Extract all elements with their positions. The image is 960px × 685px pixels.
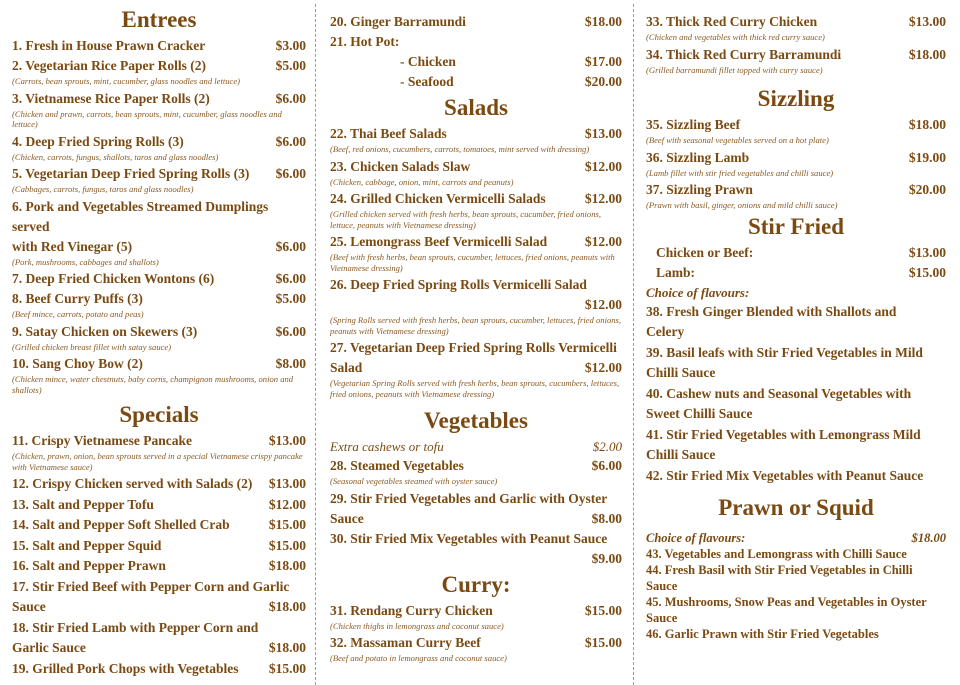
item-price: $18.00: [584, 14, 622, 29]
menu-item: [12, 577, 306, 618]
item-name: 29. Stir Fried Vegetables and Garlic with Oyster: [330, 490, 608, 506]
item-price: $6.00: [275, 323, 306, 339]
item-description: (Carrots, bean sprouts, mint, cucumber, glass noodles and lettuce): [12, 76, 241, 86]
extra-label: Extra cashews or tofu: [330, 439, 444, 454]
item-price: $12.00: [584, 158, 622, 174]
menu-item: [330, 124, 622, 155]
item-name: 8. Beef Curry Puffs (3): [12, 291, 143, 306]
menu-item: [330, 157, 622, 188]
menu-item: [646, 546, 946, 562]
item-description: (Beef mince, carrots, potato and peas): [12, 309, 144, 319]
menu-item: [12, 515, 306, 536]
menu-item: [12, 322, 306, 353]
item-price: $13.00: [268, 476, 306, 491]
menu-item: [646, 425, 946, 466]
curry-heading: Curry:: [441, 571, 511, 597]
item-name: Sauce: [12, 599, 46, 614]
item-name: Salad: [330, 360, 363, 375]
item-price: $12.00: [584, 234, 622, 249]
item-name: 18. Stir Fried Lamb with Pepper Corn and: [12, 619, 259, 635]
item-name: 27. Vegetarian Deep Fried Spring Rolls Vermicelli: [330, 340, 617, 355]
menu-item: [646, 148, 946, 179]
item-name: 34. Thick Red Curry Barramundi: [646, 46, 842, 62]
item-name: 2. Vegetarian Rice Paper Rolls (2): [12, 58, 206, 73]
item-price: $18.00: [268, 558, 306, 573]
menu-item: [646, 343, 946, 384]
extra-price: $2.00: [592, 439, 622, 454]
item-name: 37. Sizzling Prawn: [646, 182, 753, 197]
item-name: 33. Thick Red Curry Chicken: [646, 14, 818, 29]
item-price: $3.00: [275, 38, 306, 53]
item-option: - Chicken: [400, 54, 456, 69]
item-price: $12.00: [584, 191, 622, 206]
item-price: $15.00: [584, 635, 622, 650]
item-name: 12. Crispy Chicken served with Salads (2): [12, 476, 253, 491]
item-description: (Chicken, prawn, onion, bean sprouts served in a special Vietnamese crispy pancake with Vietnamese sauce): [12, 451, 303, 472]
item-name: 42. Stir Fried Mix Vegetables with Peanut Sauce: [646, 467, 924, 483]
menu-item: [12, 354, 306, 395]
menu-column-3: [634, 4, 960, 681]
menu-item: [12, 474, 306, 495]
item-name: 10. Sang Choy Bow (2): [12, 356, 143, 371]
item-description: (Chicken thighs in lemongrass and coconut sauce): [330, 620, 504, 631]
item-name: 45. Mushrooms, Snow Peas and Vegetables in Oyster: [646, 595, 927, 609]
menu-item: [12, 431, 306, 472]
item-price: $18.00: [268, 640, 306, 655]
item-name: 38. Fresh Ginger Blended with Shallots and: [646, 303, 897, 319]
item-price: $5.00: [275, 291, 306, 306]
item-name: 35. Sizzling Beef: [646, 117, 741, 132]
item-name: 16. Salt and Pepper Prawn: [12, 558, 166, 573]
item-name: 9. Satay Chicken on Skewers (3): [12, 323, 198, 339]
option-label: Lamb:: [656, 264, 696, 280]
menu-item: [12, 36, 306, 56]
menu-item: [646, 115, 946, 146]
item-name: 41. Stir Fried Vegetables with Lemongrass Mild: [646, 426, 921, 442]
salads-heading: Salads: [444, 95, 508, 120]
item-name: 13. Salt and Pepper Tofu: [12, 496, 154, 512]
item-name: 24. Grilled Chicken Vermicelli Salads: [330, 191, 546, 206]
menu-item: [646, 12, 946, 43]
item-price: $18.00: [268, 599, 306, 614]
sizzling-heading: Sizzling: [757, 86, 835, 111]
item-description: (Spring Rolls served with fresh herbs, bean sprouts, cucumber, lettuces, fried onions, peanuts with Vietnamese dressing): [330, 315, 622, 336]
menu-item: [330, 12, 622, 32]
item-name: 15. Salt and Pepper Squid: [12, 537, 162, 553]
item-name: 40. Cashew nuts and Seasonal Vegetables with: [646, 385, 912, 401]
item-name: Sauce: [646, 579, 678, 593]
item-description: (Chicken, cabbage, onion, mint, carrots and peanuts): [330, 176, 514, 187]
menu-item: [12, 495, 306, 516]
item-price: $5.00: [275, 58, 306, 73]
item-price: $13.00: [268, 433, 306, 448]
choice-note: [646, 530, 946, 546]
prawn-squid-heading: Prawn or Squid: [718, 495, 874, 520]
item-description: (Grilled chicken served with fresh herbs, bean sprouts, cucumber, fried onions, lettuce, peanuts with Vietnamese dressing): [330, 209, 601, 230]
menu-item: [330, 456, 622, 487]
item-name: 30. Stir Fried Mix Vegetables with Peanut Sauce: [330, 530, 608, 546]
item-price: $8.00: [591, 510, 622, 526]
item-name: 5. Vegetarian Deep Fried Spring Rolls (3): [12, 166, 250, 181]
menu-item: [646, 302, 946, 343]
choice-label: Choice of flavours:: [646, 531, 746, 545]
menu-item: [646, 562, 946, 594]
menu-item: [646, 180, 946, 211]
item-price: $6.00: [275, 271, 306, 286]
item-name: 14. Salt and Pepper Soft Shelled Crab: [12, 517, 230, 532]
item-name: 39. Basil leafs with Stir Fried Vegetables in Mild: [646, 344, 923, 360]
item-description: (Lamb fillet with stir fried vegetables and chilli sauce): [646, 167, 834, 178]
menu-item: [646, 626, 946, 642]
item-price: $12.00: [584, 360, 622, 375]
item-name: 36. Sizzling Lamb: [646, 149, 750, 165]
menu-item: [330, 601, 622, 632]
item-description: (Chicken mince, water chestnuts, baby corns, champignon mushrooms, onion and shallots): [12, 374, 294, 395]
menu-item: [12, 132, 306, 163]
item-name: 28. Steamed Vegetables: [330, 458, 464, 473]
item-price: $12.00: [584, 297, 622, 312]
item-name: Sauce: [330, 510, 364, 526]
item-price: $17.00: [584, 54, 622, 69]
menu-item: [646, 466, 946, 487]
item-price: $6.00: [591, 458, 622, 473]
item-price: $15.00: [268, 660, 306, 676]
price-option: [646, 243, 946, 263]
item-name: 6. Pork and Vegetables Streamed Dumplings served: [12, 198, 269, 234]
item-description: (Chicken and vegetables with thick red curry sauce): [646, 32, 825, 42]
entrees-heading: Entrees: [121, 7, 197, 32]
item-price: $9.00: [591, 550, 622, 566]
item-price: $13.00: [584, 126, 622, 141]
item-name: 23. Chicken Salads Slaw: [330, 158, 471, 174]
item-price: $15.00: [268, 517, 306, 532]
menu-column-1: [0, 4, 316, 681]
item-description: (Grilled chicken breast fillet with satay sauce): [12, 341, 172, 352]
menu-item: [330, 232, 622, 273]
item-name: with Red Vinegar (5): [12, 238, 133, 254]
choice-price: $18.00: [911, 531, 946, 545]
stir-fried-heading: Stir Fried: [747, 213, 845, 239]
item-price: $18.00: [908, 117, 946, 132]
item-price: $20.00: [584, 74, 622, 89]
menu-item: [330, 32, 622, 92]
menu-item: [12, 556, 306, 577]
item-name: Celery: [646, 324, 685, 339]
item-description: (Pork, mushrooms, cabbages and shallots): [12, 256, 159, 267]
item-description: (Grilled barramundi fillet topped with curry sauce): [646, 64, 823, 75]
menu-item: [12, 269, 306, 289]
item-price: $18.00: [908, 46, 946, 62]
item-name: 31. Rendang Curry Chicken: [330, 602, 493, 618]
item-name: 26. Deep Fried Spring Rolls Vermicelli Salad: [330, 277, 587, 292]
item-description: (Prawn with basil, ginger, onions and mild chilli sauce): [646, 200, 838, 210]
item-name: 7. Deep Fried Chicken Wontons (6): [12, 271, 215, 286]
menu-item: [646, 384, 946, 425]
item-price: $15.00: [268, 537, 306, 553]
choice-note: [646, 283, 946, 302]
item-name: 20. Ginger Barramundi: [330, 14, 466, 29]
menu-item: [12, 289, 306, 320]
item-description: (Beef and potato in lemongrass and coconut sauce): [330, 653, 507, 663]
price-option: [646, 263, 946, 283]
item-name: 19. Grilled Pork Chops with Vegetables: [12, 660, 239, 676]
item-name: 44. Fresh Basil with Stir Fried Vegetables in Chilli: [646, 563, 913, 577]
item-description: (Vegetarian Spring Rolls served with fresh herbs, bean sprouts, cucumbers, lettuces, fried onions, peanuts with Vietnamese dressing): [330, 378, 620, 399]
menu-item: [330, 529, 622, 569]
item-description: (Beef, red onions, cucumbers, carrots, tomatoes, mint served with dressing): [330, 144, 590, 154]
choice-label: Choice of flavours:: [646, 284, 750, 300]
item-description: (Seasonal vegetables steamed with oyster sauce): [330, 476, 498, 486]
menu-item: [12, 536, 306, 557]
item-name: 17. Stir Fried Beef with Pepper Corn and Garlic: [12, 578, 290, 594]
item-name: 3. Vietnamese Rice Paper Rolls (2): [12, 90, 210, 106]
menu-item: [330, 275, 622, 336]
item-name: Chilli Sauce: [646, 365, 716, 380]
item-description: (Chicken, carrots, fungus, shallots, taros and glass noodles): [12, 151, 219, 162]
item-description: (Chicken and prawn, carrots, bean sprouts, mint, cucumber, glass noodles and lettuce): [12, 108, 282, 129]
item-name: 11. Crispy Vietnamese Pancake: [12, 433, 192, 448]
menu-column-2: [316, 4, 634, 681]
menu-item: [330, 489, 622, 529]
item-name: 46. Garlic Prawn with Stir Fried Vegetables: [646, 627, 879, 641]
item-price: $6.00: [275, 166, 306, 181]
item-price: $6.00: [275, 133, 306, 149]
item-name: Sweet Chilli Sauce: [646, 406, 753, 421]
item-name: 32. Massaman Curry Beef: [330, 635, 481, 650]
item-name: 43. Vegetables and Lemongrass with Chilli Sauce: [646, 547, 907, 561]
menu-item: [12, 56, 306, 87]
item-description: (Cabbages, carrots, fungus, taros and glass noodles): [12, 184, 194, 194]
item-description: (Beef with fresh herbs, bean sprouts, cucumber, lettuces, fried onions, peanuts with Vietnamese dressing): [330, 252, 615, 273]
menu-item: [12, 89, 306, 130]
item-name: Sauce: [646, 611, 678, 625]
option-price: $13.00: [908, 244, 946, 260]
item-price: $12.00: [268, 496, 306, 512]
item-price: $13.00: [908, 14, 946, 29]
item-name: 22. Thai Beef Salads: [330, 126, 447, 141]
item-name: 25. Lemongrass Beef Vermicelli Salad: [330, 234, 548, 249]
menu-item: [646, 594, 946, 626]
extra-note: [330, 437, 622, 456]
item-price: $20.00: [908, 182, 946, 197]
item-price: $15.00: [584, 602, 622, 618]
item-name: Chilli Sauce: [646, 447, 716, 462]
item-description: (Beef with seasonal vegetables served on a hot plate): [646, 135, 829, 145]
item-price: $6.00: [275, 238, 306, 254]
item-price: $8.00: [275, 356, 306, 371]
menu-item: [12, 618, 306, 659]
menu-item: [330, 338, 622, 399]
item-name: Garlic Sauce: [12, 640, 86, 655]
specials-heading: Specials: [119, 402, 199, 427]
item-price: $6.00: [275, 90, 306, 106]
menu-item: [12, 164, 306, 195]
option-label: Chicken or Beef:: [656, 244, 754, 260]
item-name: 1. Fresh in House Prawn Cracker: [12, 38, 206, 53]
item-name: 21. Hot Pot:: [330, 34, 400, 49]
menu-item: [330, 633, 622, 664]
item-price: $19.00: [908, 149, 946, 165]
menu-item: [646, 45, 946, 76]
menu-item: [12, 659, 306, 680]
option-price: $15.00: [908, 264, 946, 280]
menu-item: [12, 197, 306, 268]
vegetables-heading: Vegetables: [424, 408, 528, 433]
item-option: - Seafood: [400, 74, 454, 89]
menu-item: [330, 189, 622, 230]
item-name: 4. Deep Fried Spring Rolls (3): [12, 133, 184, 149]
